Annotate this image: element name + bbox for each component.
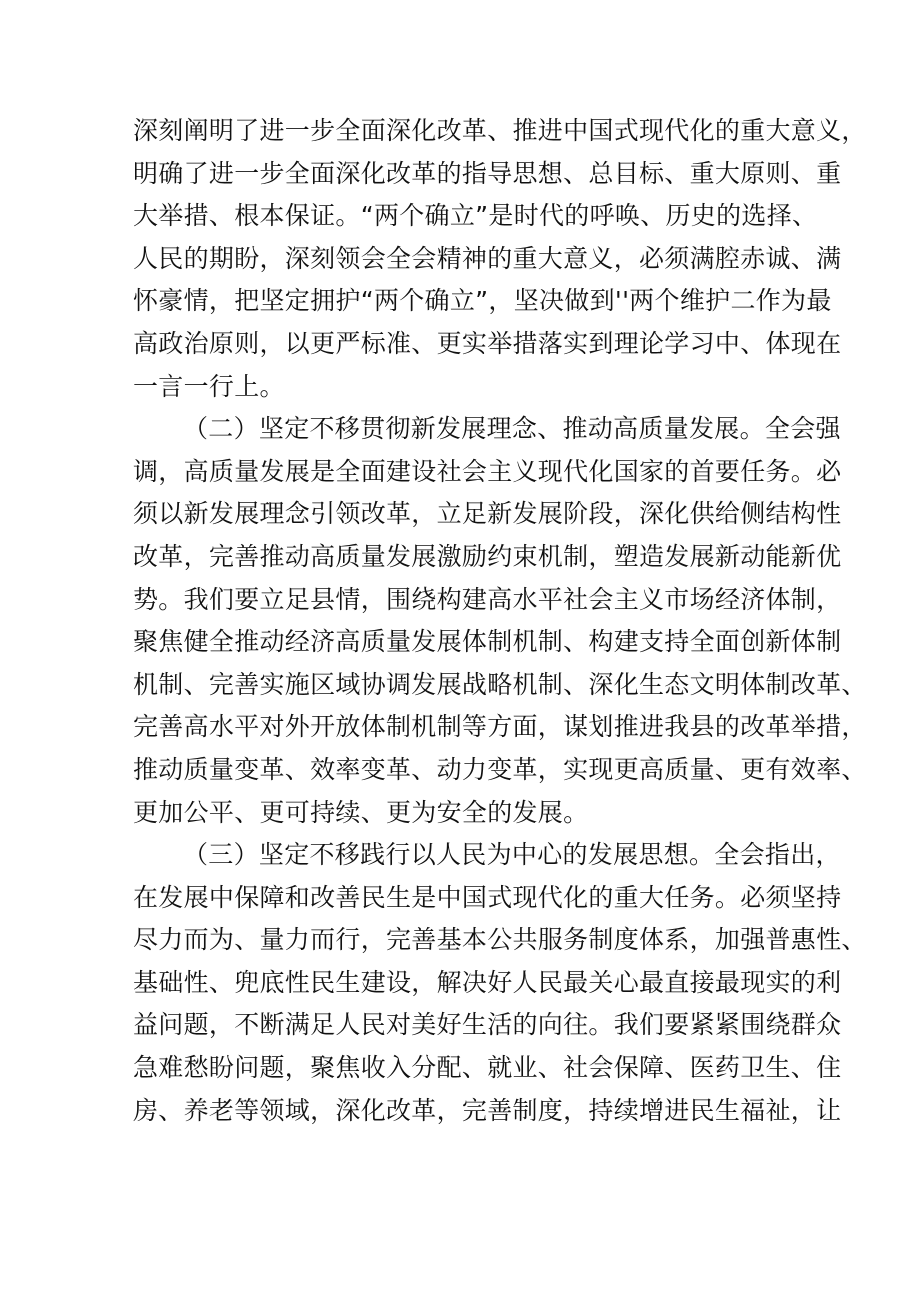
text-line: 一言一行上。 — [133, 371, 285, 401]
text-line: 深刻阐明了进一步全面深化改革、推进中国式现代化的重大意义， — [133, 116, 867, 145]
text-line: 在发展中保障和改善民生是中国式现代化的重大任务。必须坚持 — [133, 882, 842, 912]
text-line: 房、养老等领域，深化改革，完善制度，持续增进民生福祉，让 — [133, 1095, 842, 1125]
text-line: 聚焦健全推动经济高质量发展体制机制、构建支持全面创新体制 — [133, 627, 842, 657]
text-line: 更加公平、更可持续、更为安全的发展。 — [133, 797, 589, 827]
text-line: 基础性、兜底性民生建设，解决好人民最关心最直接最现实的利 — [133, 967, 842, 997]
text-line: 调，高质量发展是全面建设社会主义现代化国家的首要任务。必 — [133, 456, 842, 486]
text-line: 改革，完善推动高质量发展激励约束机制，塑造发展新动能新优 — [133, 541, 842, 571]
text-line: 尽力而为、量力而行，完善基本公共服务制度体系，加强普惠性、 — [133, 925, 867, 955]
text-line: 完善高水平对外开放体制机制等方面，谋划推进我县的改革举措， — [133, 712, 867, 742]
text-line: 推动质量变革、效率变革、动力变革，实现更高质量、更有效率、 — [133, 754, 867, 784]
text-line: 势。我们要立足县情，围绕构建高水平社会主义市场经济体制， — [133, 584, 842, 614]
text-line: 急难愁盼问题，聚焦收入分配、就业、社会保障、医药卫生、住 — [133, 1053, 842, 1083]
text-line: 机制、完善实施区域协调发展战略机制、深化生态文明体制改革、 — [133, 669, 867, 699]
text-line: 须以新发展理念引领改革，立足新发展阶段，深化供给侧结构性 — [133, 499, 842, 529]
paragraph-3 — [133, 834, 867, 1132]
text-line: 明确了进一步全面深化改革的指导思想、总目标、重大原则、重 — [133, 158, 842, 188]
document-body — [133, 110, 867, 1132]
section-heading-line: （二）坚定不移贯彻新发展理念、推动高质量发展。全会强 — [183, 414, 841, 444]
text-line: 怀豪情，把坚定拥护“两个确立”，坚决做到''两个维护二作为最 — [133, 286, 832, 316]
paragraph-2 — [133, 408, 867, 834]
paragraph-1 — [133, 110, 867, 408]
text-line: 高政治原则，以更严标准、更实举措落实到理论学习中、体现在 — [133, 328, 842, 358]
text-line: 大举措、根本保证。“两个确立”是时代的呼唤、历史的选择、 — [133, 201, 818, 231]
section-heading-line: （三）坚定不移践行以人民为中心的发展思想。全会指出， — [183, 840, 841, 870]
text-line: 益问题，不断满足人民对美好生活的向往。我们要紧紧围绕群众 — [133, 1010, 842, 1040]
text-line: 人民的期盼，深刻领会全会精神的重大意义，必须满腔赤诚、满 — [133, 243, 842, 273]
